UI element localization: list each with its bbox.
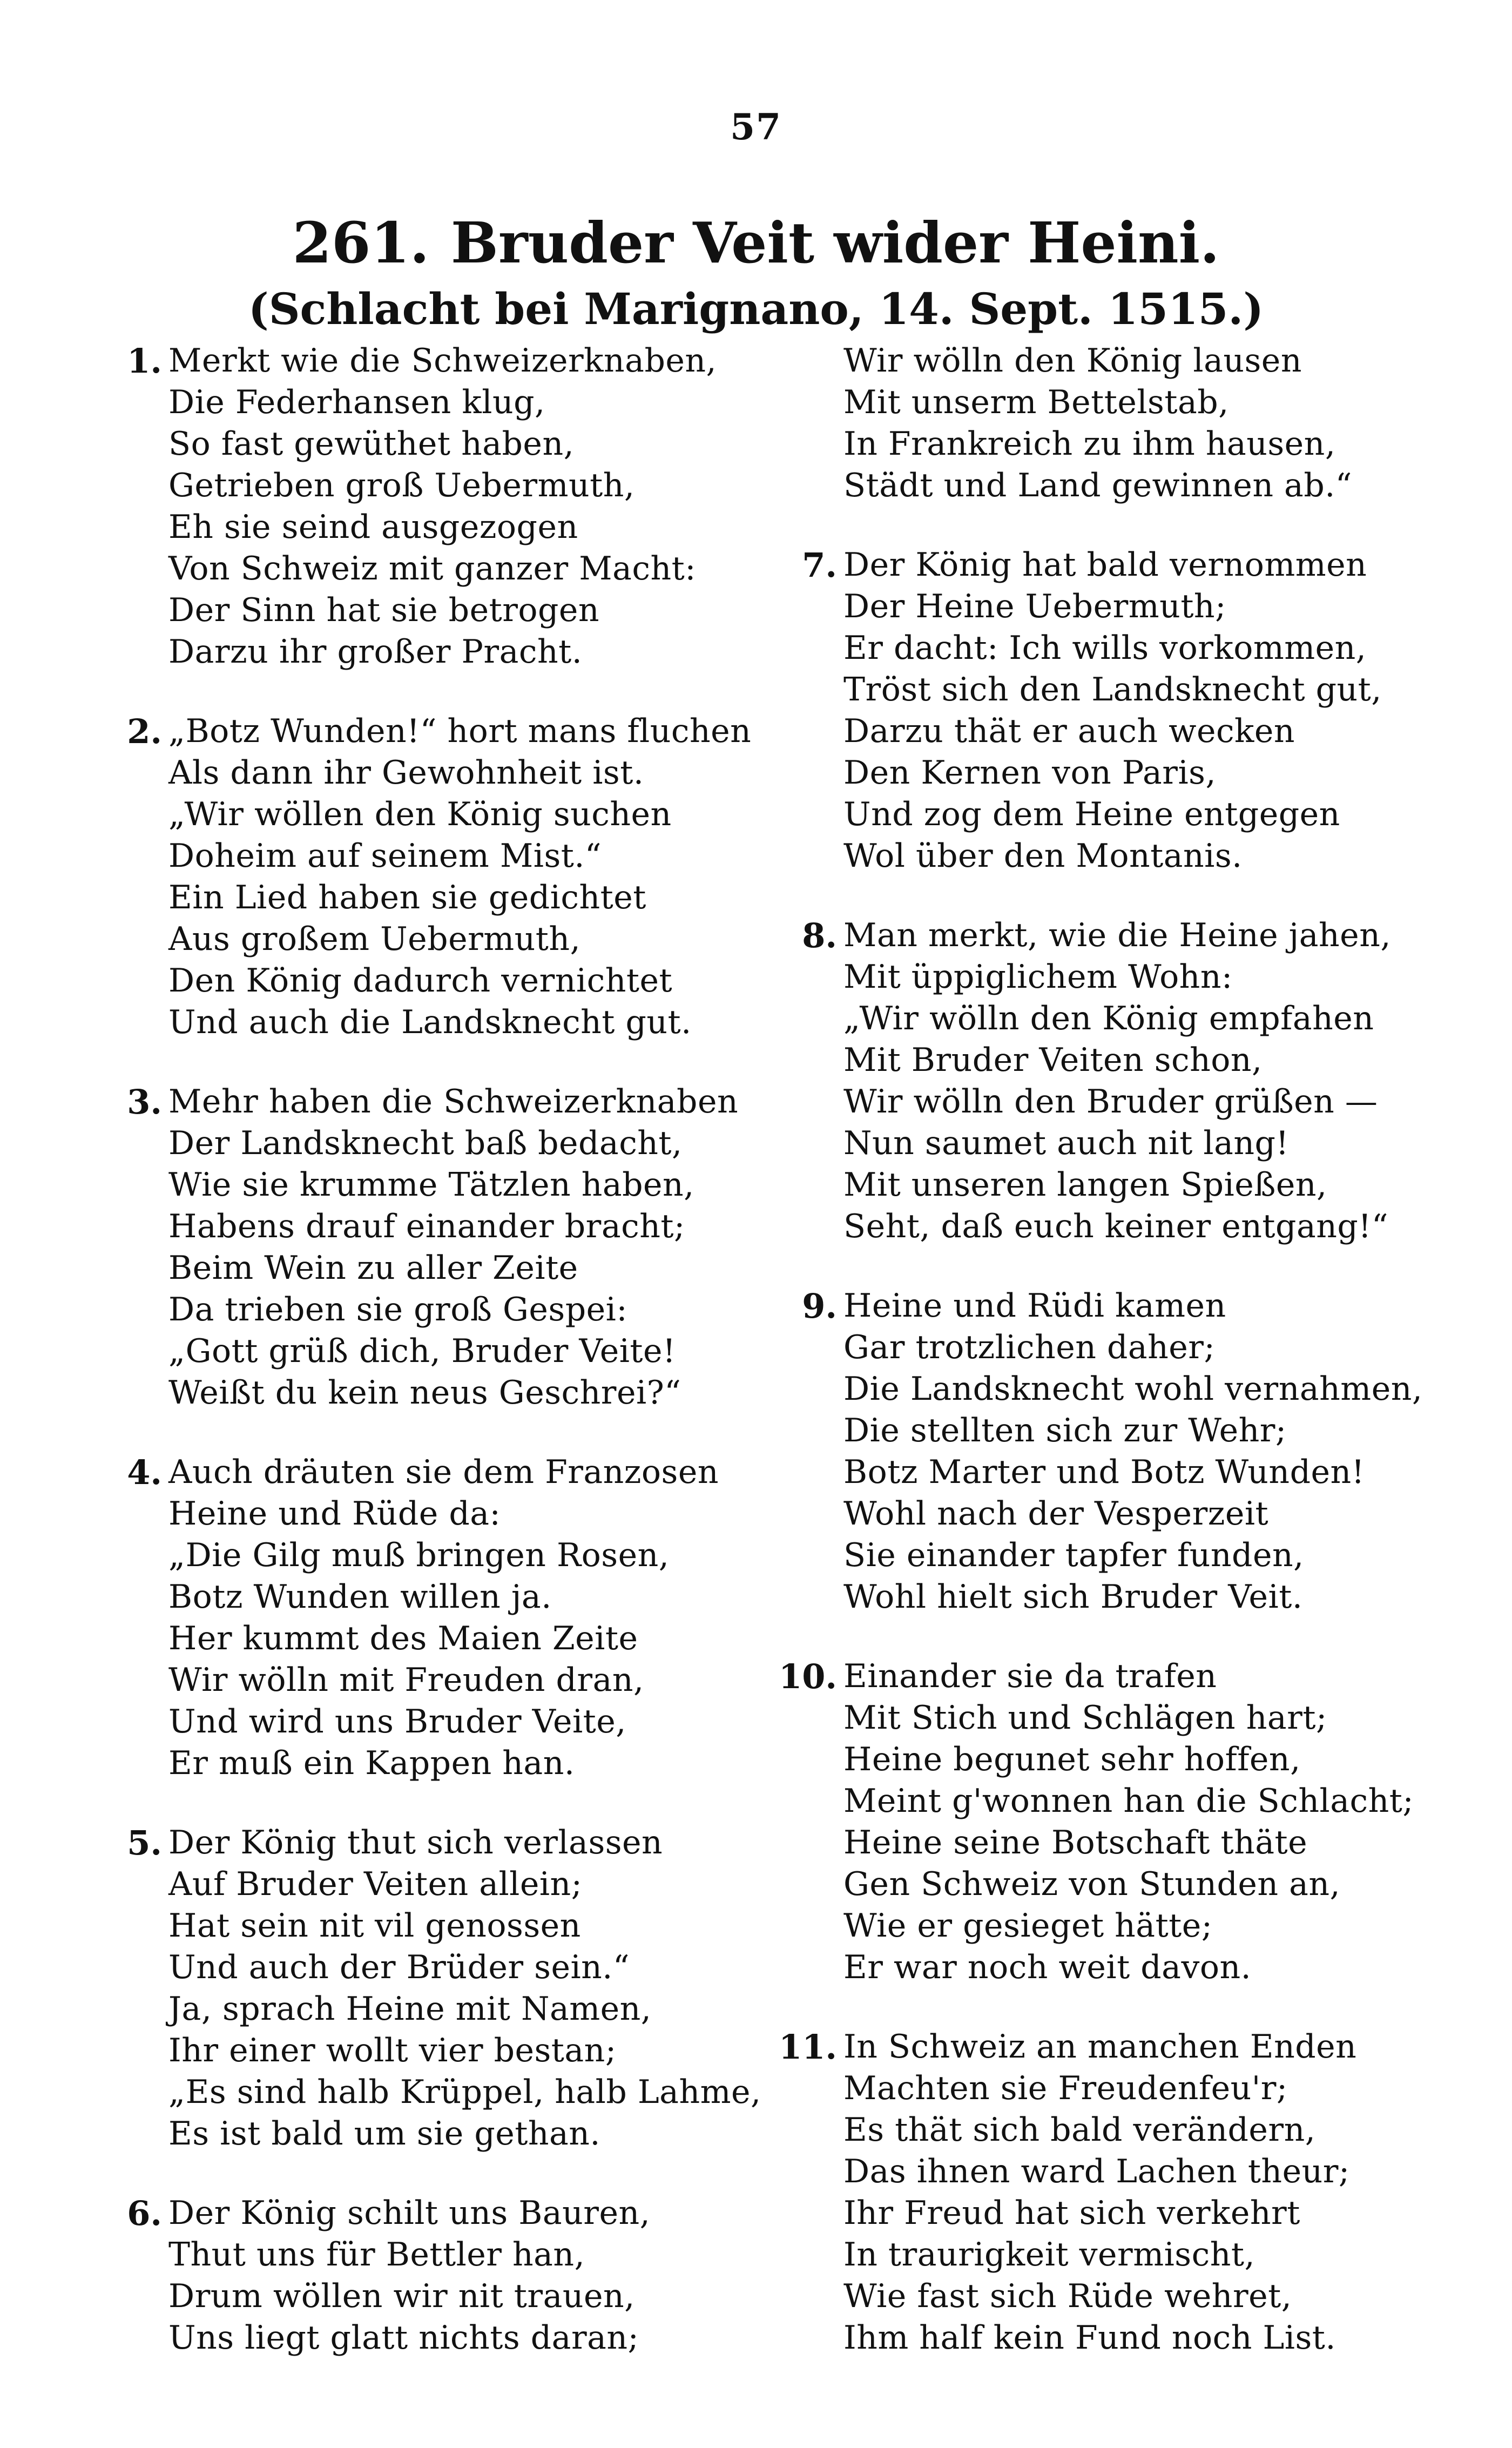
verse-line: Städt und Land gewinnen ab.“	[843, 467, 1352, 504]
stanza-number: 4.	[127, 1453, 162, 1492]
stanza	[81, 340, 756, 673]
verse-line: Die Federhansen klug,	[168, 383, 545, 421]
verse-line: Heine begunet sehr hoffen,	[843, 1741, 1301, 1778]
verse-line: Weißt du kein neus Geschrei?“	[168, 1374, 681, 1412]
verse-line: Die Landsknecht wohl vernahmen,	[843, 1370, 1423, 1408]
verse-line: „Wir wölln den König empfahen	[843, 1000, 1374, 1037]
verse-line: Er muß ein Kappen han.	[168, 1744, 575, 1782]
verse-line: Botz Wunden willen ja.	[168, 1578, 552, 1616]
verse-line: „Die Gilg muß bringen Rosen,	[168, 1536, 670, 1574]
verse-line: Auf Bruder Veiten allein;	[168, 1865, 583, 1903]
verse-line: Ein Lied haben sie gedichtet	[168, 879, 646, 916]
verse-line: Es thät sich bald verändern,	[843, 2111, 1316, 2149]
verse-line: In Schweiz an manchen Enden	[843, 2028, 1357, 2066]
verse-line: Gar trotzlichen daher;	[843, 1328, 1216, 1366]
verse-line: Nun saumet auch nit lang!	[843, 1124, 1290, 1162]
verse-line: Merkt wie die Schweizerknaben,	[168, 342, 717, 380]
stanza	[767, 915, 1431, 1247]
verse-line: Wir wölln den König lausen	[843, 342, 1302, 380]
stanza-continuation	[767, 340, 1431, 507]
stanza-number: 6.	[127, 2194, 162, 2233]
verse-line: Der Heine Uebermuth;	[843, 588, 1226, 625]
verse-line: „Gott grüß dich, Bruder Veite!	[168, 1332, 676, 1370]
verse-line: Den König dadurch vernichtet	[168, 962, 673, 1000]
verse-line: Habens drauf einander bracht;	[168, 1208, 685, 1245]
verse-line: Tröst sich den Landsknecht gut,	[843, 671, 1382, 709]
verse-line: Mehr haben die Schweizerknaben	[168, 1083, 739, 1121]
verse-line: Da trieben sie groß Gespei:	[168, 1291, 628, 1328]
stanza-number: 7.	[802, 545, 837, 585]
verse-line: Getrieben groß Uebermuth,	[168, 467, 635, 504]
verse-line: Ihr Freud hat sich verkehrt	[843, 2194, 1300, 2232]
verse-line: Er dacht: Ich wills vorkommen,	[843, 629, 1367, 667]
verse-line: Einander sie da trafen	[843, 1657, 1217, 1695]
stanza-number: 2.	[127, 712, 162, 751]
verse-line: Und wird uns Bruder Veite,	[168, 1703, 626, 1741]
song-heading	[0, 210, 1512, 277]
verse-line: Der Sinn hat sie betrogen	[168, 591, 600, 629]
verse-line: So fast gewüthet haben,	[168, 425, 575, 463]
song-subtitle: (Schlacht bei Marignano, 14. Sept. 1515.)	[248, 284, 1264, 334]
verse-line: Darzu ihr großer Pracht.	[168, 633, 583, 671]
verse-line: Heine und Rüdi kamen	[843, 1287, 1226, 1325]
verse-line: Den Kernen von Paris,	[843, 754, 1217, 792]
stanza-number: 1.	[127, 341, 162, 381]
verse-line: Aus großem Uebermuth,	[168, 920, 581, 958]
verse-line: Mit Bruder Veiten schon,	[843, 1041, 1263, 1079]
verse-line: „Es sind halb Krüppel, halb Lahme,	[168, 2073, 761, 2111]
verse-line: Machten sie Freudenfeu'r;	[843, 2069, 1288, 2107]
stanza	[767, 1285, 1431, 1618]
verse-line: Uns liegt glatt nichts daran;	[168, 2319, 639, 2357]
verse-line: Mit unserm Bettelstab,	[843, 383, 1229, 421]
verse-line: Doheim auf seinem Mist.“	[168, 837, 602, 875]
verse-line: Wir wölln den Bruder grüßen —	[843, 1083, 1378, 1121]
verse-line: Heine seine Botschaft thäte	[843, 1824, 1308, 1862]
stanza	[81, 1452, 756, 1784]
stanza-number: 9.	[802, 1286, 837, 1326]
verse-line: Gen Schweiz von Stunden an,	[843, 1865, 1341, 1903]
song-title: Bruder Veit wider Heini.	[450, 210, 1220, 276]
verse-line: In Frankreich zu ihm hausen,	[843, 425, 1336, 463]
verse-line: Die stellten sich zur Wehr;	[843, 1412, 1287, 1449]
verse-line: Eh sie seind ausgezogen	[168, 508, 578, 546]
stanza	[767, 2026, 1431, 2359]
verse-line: Als dann ihr Gewohnheit ist.	[168, 754, 644, 792]
stanza	[81, 711, 756, 1043]
verse-line: Beim Wein zu aller Zeite	[168, 1249, 578, 1287]
verse-line: Wie sie krumme Tätzlen haben,	[168, 1166, 694, 1204]
verse-line: Wir wölln mit Freuden dran,	[168, 1661, 644, 1699]
stanza-number: 11.	[779, 2027, 837, 2067]
stanza-number: 3.	[127, 1082, 162, 1122]
verse-line: Wohl nach der Vesperzeit	[843, 1495, 1269, 1533]
verse-line: Meint g'wonnen han die Schlacht;	[843, 1782, 1414, 1820]
verse-line: Ihr einer wollt vier bestan;	[168, 2032, 617, 2069]
verse-line: Mit Stich und Schlägen hart;	[843, 1699, 1327, 1737]
stanza	[81, 1081, 756, 1414]
verse-line: Thut uns für Bettler han,	[168, 2236, 585, 2274]
verse-line: Das ihnen ward Lachen theur;	[843, 2153, 1350, 2190]
stanza-number: 8.	[802, 916, 837, 955]
verse-line: Wie er gesieget hätte;	[843, 1907, 1213, 1945]
verse-line: Wol über den Montanis.	[843, 837, 1243, 875]
verse-line: Er war noch weit davon.	[843, 1948, 1252, 1986]
verse-line: Ja, sprach Heine mit Namen,	[168, 1990, 652, 2028]
verse-line: Es ist bald um sie gethan.	[168, 2115, 601, 2153]
stanza-number: 10.	[779, 1657, 837, 1696]
verse-line: „Wir wöllen den König suchen	[168, 795, 672, 833]
verse-line: Von Schweiz mit ganzer Macht:	[168, 550, 696, 588]
verse-line: Heine und Rüde da:	[168, 1495, 501, 1533]
verse-line: Auch dräuten sie dem Franzosen	[168, 1453, 719, 1491]
stanza	[81, 1822, 761, 2155]
stanza	[81, 2193, 756, 2359]
verse-line: Man merkt, wie die Heine jahen,	[843, 916, 1391, 954]
verse-line: Und auch der Brüder sein.“	[168, 1948, 630, 1986]
verse-line: Mit üppiglichem Wohn:	[843, 958, 1233, 996]
verse-line: Der König thut sich verlassen	[168, 1824, 663, 1862]
verse-line: Mit unseren langen Spießen,	[843, 1166, 1327, 1204]
verse-line: Drum wöllen wir nit trauen,	[168, 2277, 635, 2315]
verse-line: In traurigkeit vermischt,	[843, 2236, 1256, 2274]
right-column	[767, 340, 1431, 2397]
verse-line: Sie einander tapfer funden,	[843, 1536, 1304, 1574]
song-number: 261.	[292, 210, 429, 276]
verse-line: Darzu thät er auch wecken	[843, 712, 1295, 750]
verse-line: Und auch die Landsknecht gut.	[168, 1003, 692, 1041]
verse-line: „Botz Wunden!“ hort mans fluchen	[168, 712, 752, 750]
verse-line: Der König schilt uns Bauren,	[168, 2194, 651, 2232]
verse-line: Wohl hielt sich Bruder Veit.	[843, 1578, 1303, 1616]
verse-line: Und zog dem Heine entgegen	[843, 795, 1340, 833]
stanza	[767, 544, 1431, 877]
stanza	[767, 1656, 1431, 1988]
verse-line: Hat sein nit vil genossen	[168, 1907, 581, 1945]
verse-line: Wie fast sich Rüde wehret,	[843, 2277, 1292, 2315]
verse-line: Her kummt des Maien Zeite	[168, 1620, 638, 1657]
page-number: 57	[730, 106, 782, 148]
verse-line: Botz Marter und Botz Wunden!	[843, 1453, 1365, 1491]
verse-line: Der Landsknecht baß bedacht,	[168, 1124, 683, 1162]
left-column	[81, 340, 761, 2397]
verse-line: Der König hat bald vernommen	[843, 546, 1367, 584]
verse-line: Ihm half kein Fund noch List.	[843, 2319, 1336, 2357]
verse-line: Seht, daß euch keiner entgang!“	[843, 1208, 1389, 1245]
stanza-number: 5.	[127, 1823, 162, 1863]
